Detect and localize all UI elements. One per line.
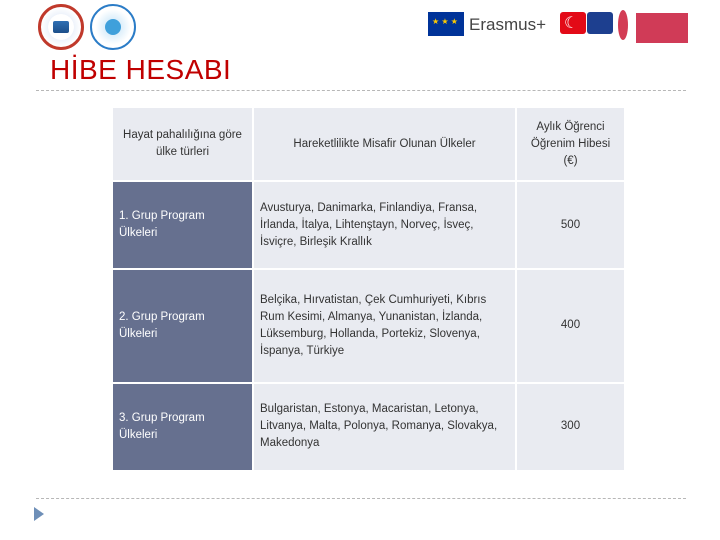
header-host-countries: Hareketlilikte Misafir Olunan Ülkeler xyxy=(253,107,516,181)
eu-flag-small-icon xyxy=(587,12,613,34)
group-cell: 3. Grup Program Ülkeleri xyxy=(112,383,253,471)
turkey-flag-icon xyxy=(560,12,586,34)
amount-cell: 400 xyxy=(516,269,625,383)
national-agency-logo xyxy=(618,10,628,40)
countries-cell: Belçika, Hırvatistan, Çek Cumhuriyeti, Kıbrıs Rum Kesimi, Almanya, Yunanistan, İzlanda, Lüksemburg, Hollanda, Portekiz, Slovenya, İspanya, Türkiye xyxy=(253,269,516,383)
eu-flag-icon xyxy=(428,12,464,36)
group-cell: 2. Grup Program Ülkeleri xyxy=(112,269,253,383)
national-agency-banner xyxy=(636,13,688,43)
amount-cell: 300 xyxy=(516,383,625,471)
table-row xyxy=(112,269,625,383)
page-title: HİBE HESABI xyxy=(50,54,232,85)
table-row xyxy=(112,383,625,471)
header-country-type: Hayat pahalılığına göre ülke türleri xyxy=(112,107,253,181)
countries-cell: Bulgaristan, Estonya, Macaristan, Letonya, Litvanya, Malta, Polonya, Romanya, Slovakya, Makedonya xyxy=(253,383,516,471)
countries-cell: Avusturya, Danimarka, Finlandiya, Fransa, İrlanda, İtalya, Lihtenştayn, Norveç, İsveç, İsviçre, Birleşik Krallık xyxy=(253,181,516,269)
table-header-row xyxy=(112,107,625,181)
header-monthly-grant: Aylık Öğrenci Öğrenim Hibesi (€) xyxy=(516,107,625,181)
group-cell: 1. Grup Program Ülkeleri xyxy=(112,181,253,269)
bottom-divider xyxy=(36,498,686,499)
grant-table xyxy=(111,106,626,472)
amount-cell: 500 xyxy=(516,181,625,269)
erasmus-logo-text: Erasmus+ xyxy=(469,15,546,34)
top-divider xyxy=(36,90,686,91)
university-logo xyxy=(38,4,84,50)
table-row xyxy=(112,181,625,269)
slide-bullet-icon xyxy=(34,507,44,521)
institution-logo xyxy=(90,4,136,50)
